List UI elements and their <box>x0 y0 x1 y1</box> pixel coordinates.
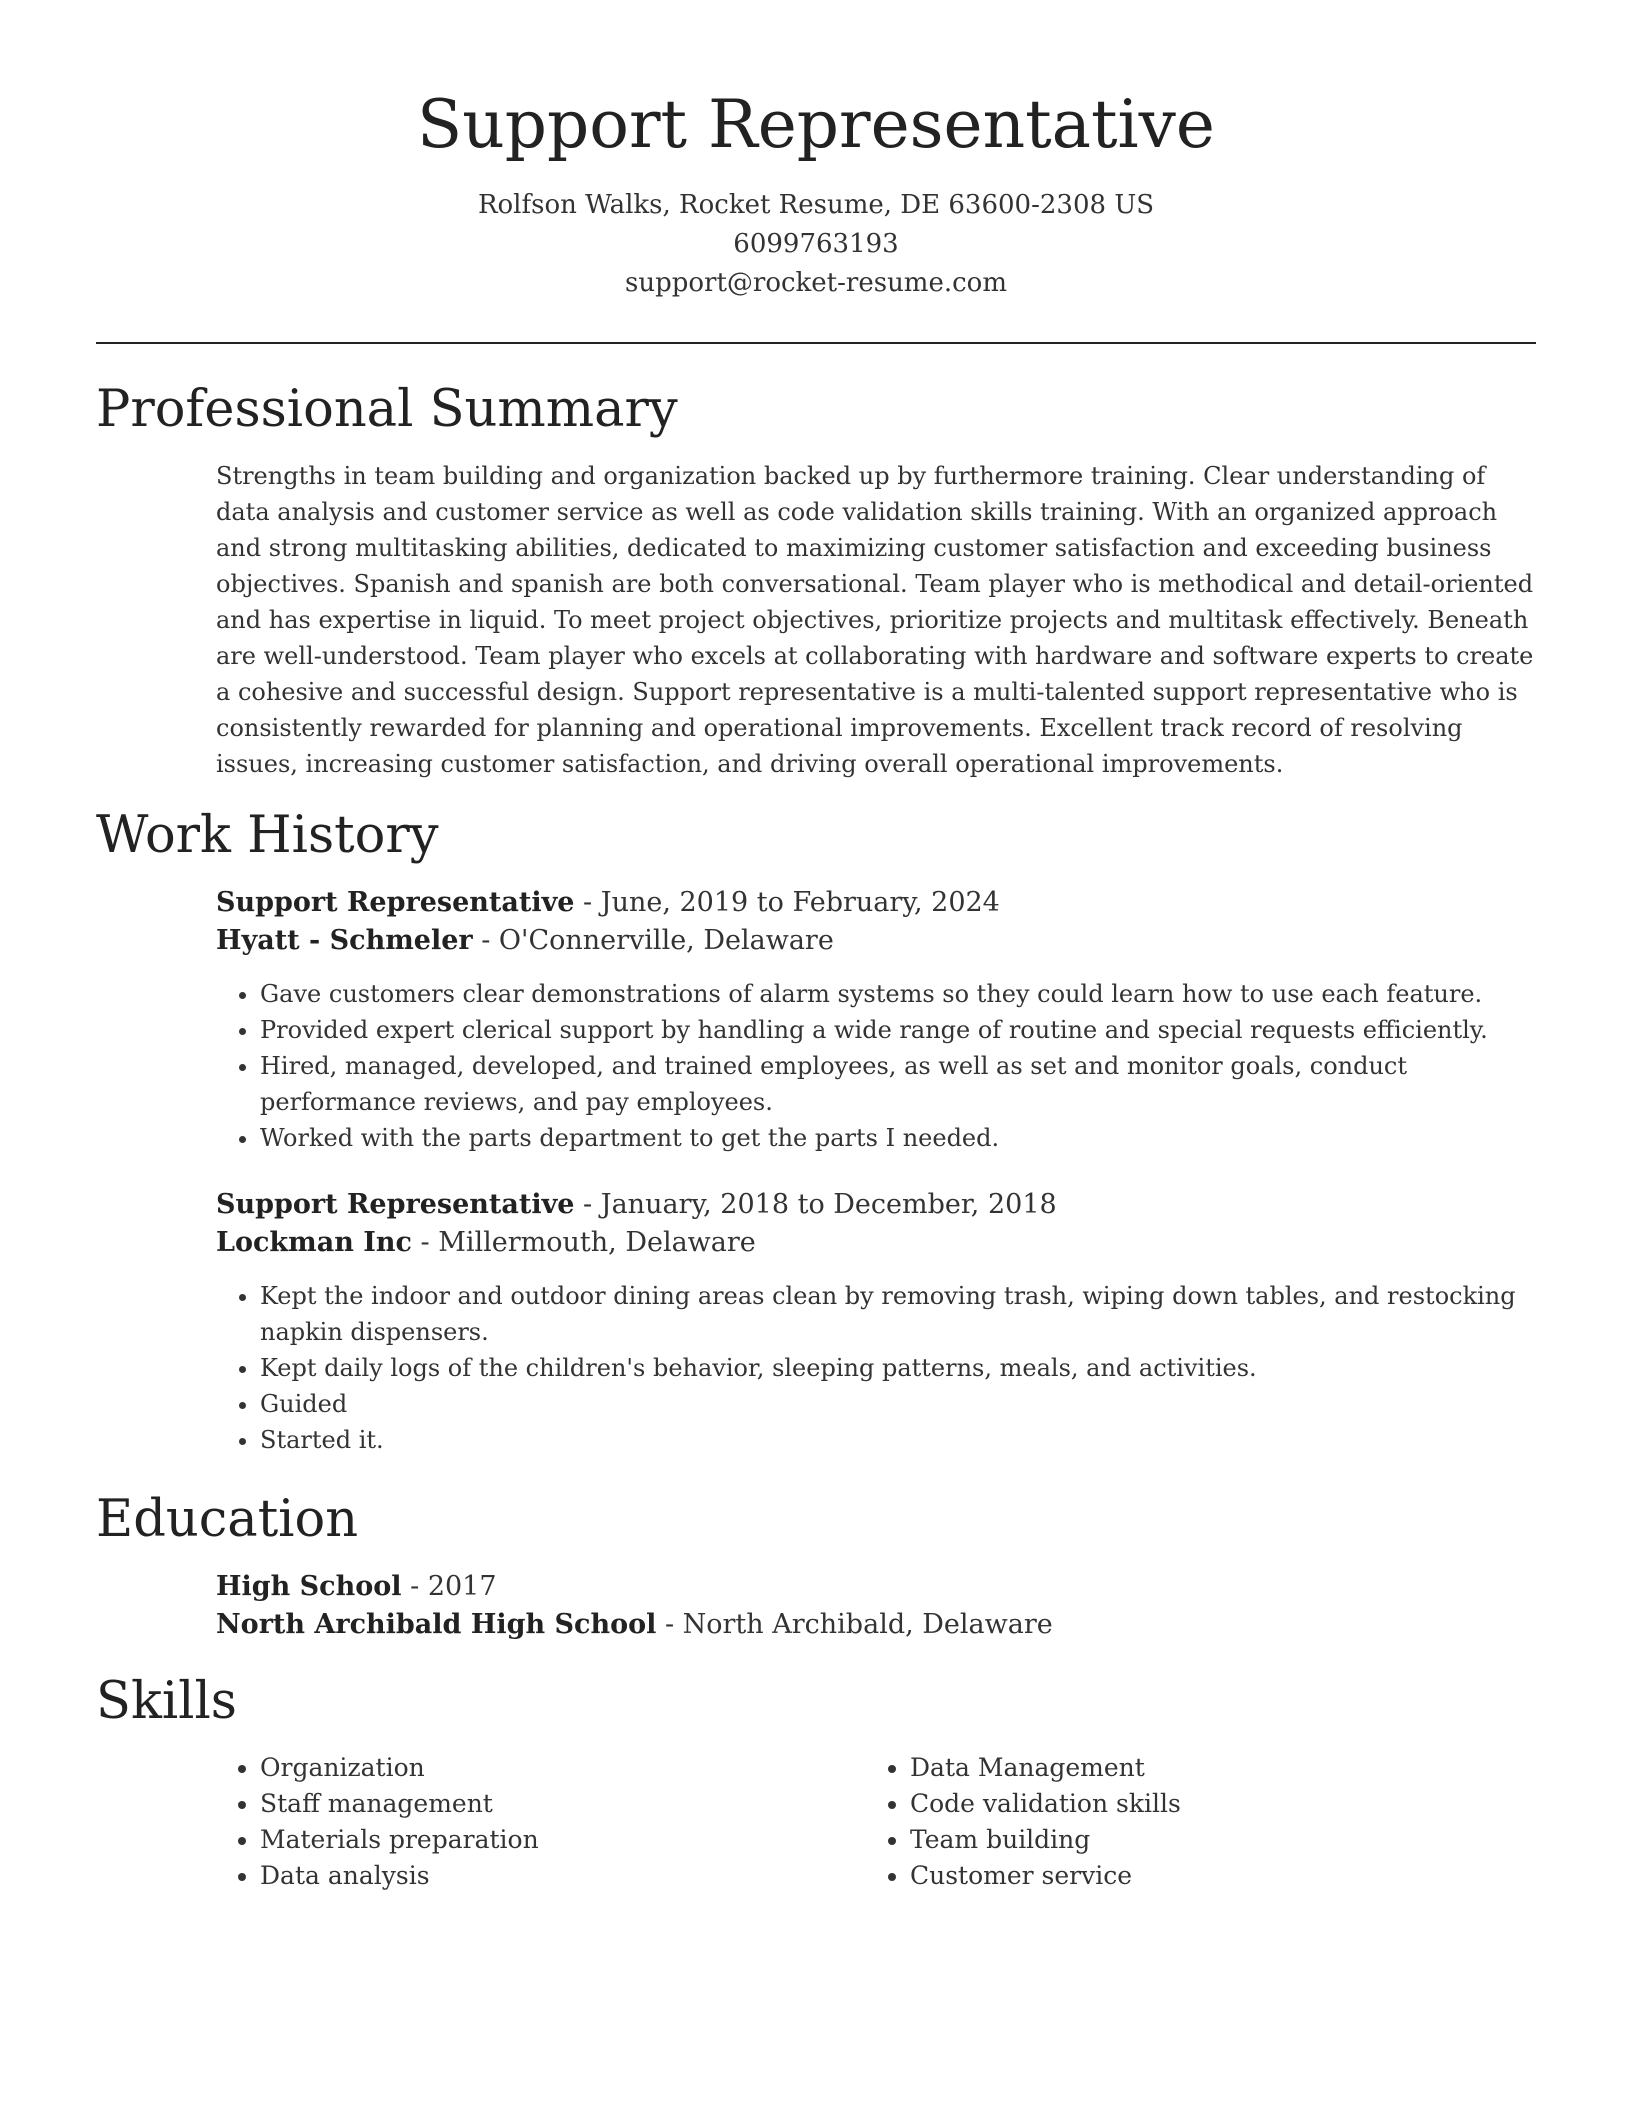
education-school-line <box>216 1606 1536 1644</box>
job-role: Support Representative <box>216 1189 575 1220</box>
header-divider <box>96 342 1536 344</box>
skills-column-right <box>866 1750 1516 1894</box>
summary-text: Strengths in team building and organization backed up by furthermore training. Clear understanding of data analysis and customer service as well as code validation skills training. With an organized approach and strong multitasking abilities, dedicated to maximizing customer satisfaction and exceeding business objectives. Spanish and spanish are both conversational. Team player who is methodical and detail-oriented and has expertise in liquid. To meet project objectives, prioritize projects and multitask effectively. Beneath are well-understood. Team player who excels at collaborating with hardware and software experts to create a cohesive and successful design. Support representative is a multi-talented support representative who is consistently rewarded for planning and operational improvements. Excellent track record of resolving issues, increasing customer satisfaction, and driving overall operational improvements. <box>216 462 1534 778</box>
job-company: Lockman Inc <box>216 1227 412 1258</box>
job-bullet: • Provided expert clerical support by handling a wide range of routine and special requests efficiently. <box>260 1012 1536 1048</box>
skill-item: • Data Management <box>910 1750 1516 1786</box>
skills-grid <box>216 1750 1536 1894</box>
job-bullets <box>216 976 1536 1156</box>
email: support@rocket-resume.com <box>624 268 1007 298</box>
job-title-line <box>216 884 1536 922</box>
job-dates: - January, 2018 to December, 2018 <box>574 1189 1057 1220</box>
job-bullet: • Started it. <box>260 1422 1536 1458</box>
job-bullet: • Kept daily logs of the children's behavior, sleeping patterns, meals, and activities. <box>260 1350 1536 1386</box>
resume-header <box>96 80 1536 303</box>
job-company-line <box>216 1224 1536 1262</box>
address: Rolfson Walks, Rocket Resume, DE 63600-2308 US <box>477 190 1155 220</box>
job-location: - Millermouth, Delaware <box>411 1227 756 1258</box>
job-company: Hyatt - Schmeler <box>216 925 473 956</box>
job-bullet: • Kept the indoor and outdoor dining areas clean by removing trash, wiping down tables, and restocking napkin dispensers. <box>260 1278 1536 1350</box>
skill-item: • Team building <box>910 1822 1516 1858</box>
skill-item: • Data analysis <box>260 1858 866 1894</box>
job-bullets <box>216 1278 1536 1458</box>
skills-list-right <box>866 1750 1516 1894</box>
skills-heading: Skills <box>96 1672 237 1731</box>
summary-heading: Professional Summary <box>96 380 678 439</box>
skills-list-left <box>216 1750 866 1894</box>
job-title-line <box>216 1186 1536 1224</box>
summary-section <box>216 458 1536 782</box>
education-degree-line <box>216 1568 1536 1606</box>
job-role: Support Representative <box>216 887 575 918</box>
skills-column-left <box>216 1750 866 1894</box>
work-history-heading: Work History <box>96 806 439 865</box>
skill-item: • Code validation skills <box>910 1786 1516 1822</box>
job-entry <box>216 884 1536 1156</box>
candidate-name: Support Representative <box>417 86 1215 163</box>
skill-item: • Organization <box>260 1750 866 1786</box>
job-bullet: • Hired, managed, developed, and trained employees, as well as set and monitor goals, conduct performance reviews, and pay employees. <box>260 1048 1536 1120</box>
education-degree: High School <box>216 1571 402 1602</box>
contact-info <box>96 186 1536 303</box>
job-bullet: • Gave customers clear demonstrations of alarm systems so they could learn how to use each feature. <box>260 976 1536 1012</box>
education-entry <box>216 1568 1536 1644</box>
education-school: North Archibald High School <box>216 1609 657 1640</box>
phone: 6099763193 <box>733 229 899 259</box>
education-location: - North Archibald, Delaware <box>656 1609 1053 1640</box>
education-heading: Education <box>96 1490 359 1549</box>
job-bullet: • Guided <box>260 1386 1536 1422</box>
job-company-line <box>216 922 1536 960</box>
job-entry <box>216 1186 1536 1458</box>
job-location: - O'Connerville, Delaware <box>472 925 834 956</box>
skill-item: • Staff management <box>260 1786 866 1822</box>
skill-item: • Customer service <box>910 1858 1516 1894</box>
skills-section <box>216 1750 1536 1894</box>
job-dates: - June, 2019 to February, 2024 <box>574 887 1000 918</box>
skill-item: • Materials preparation <box>260 1822 866 1858</box>
job-bullet: • Worked with the parts department to get the parts I needed. <box>260 1120 1536 1156</box>
education-year: - 2017 <box>401 1571 497 1602</box>
